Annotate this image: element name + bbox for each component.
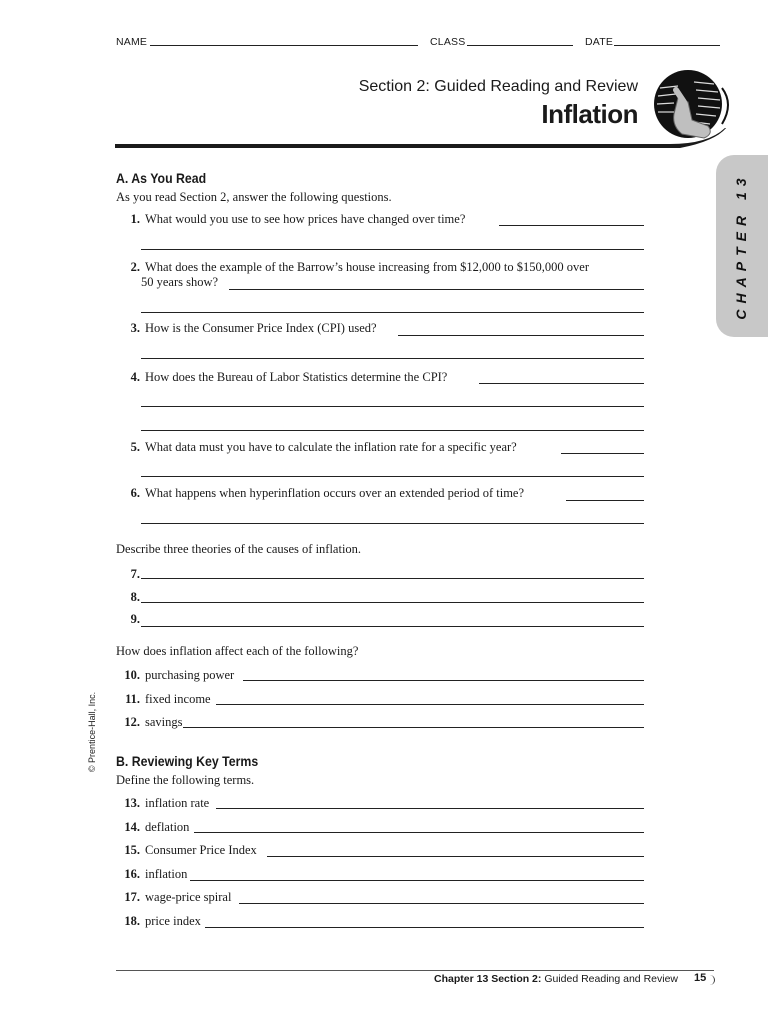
chapter-tab-label: CHAPTER 13 — [733, 172, 749, 320]
section-b-instruction: Define the following terms. — [116, 773, 255, 787]
answer-line[interactable] — [141, 626, 644, 627]
answer-line[interactable] — [267, 856, 644, 857]
question-7: 7. — [130, 567, 140, 581]
theories-prompt: Describe three theories of the causes of inflation. — [116, 542, 362, 556]
answer-line[interactable] — [499, 225, 644, 226]
section-title: Section 2: Guided Reading and Review — [358, 78, 638, 95]
answer-line[interactable] — [239, 903, 644, 904]
term-15: 15. Consumer Price Index — [124, 843, 257, 857]
footer-desc: Guided Reading and Review — [541, 973, 678, 985]
answer-line[interactable] — [141, 430, 644, 431]
section-a-heading: A. As You Read — [116, 170, 207, 186]
name-field[interactable] — [150, 45, 418, 46]
question-12: 12. savings — [124, 715, 183, 729]
question-1: 1. What would you use to see how prices have changed over time? — [130, 212, 466, 226]
answer-line[interactable] — [141, 249, 644, 250]
affect-prompt: How does inflation affect each of the following? — [116, 644, 359, 658]
question-4: 4. How does the Bureau of Labor Statistics determine the CPI? — [130, 370, 448, 384]
answer-line[interactable] — [479, 383, 644, 384]
date-label: DATE — [585, 36, 614, 48]
question-6: 6. What happens when hyperinflation occurs over an extended period of time? — [130, 486, 525, 500]
answer-line[interactable] — [229, 289, 644, 290]
question-2: 2. What does the example of the Barrow’s house increasing from $12,000 to $150,000 over — [130, 260, 589, 274]
question-9: 9. — [130, 612, 140, 626]
footer-rule — [116, 970, 714, 971]
title-rule — [110, 128, 740, 152]
answer-line[interactable] — [216, 704, 644, 705]
term-18: 18. price index — [124, 914, 201, 928]
page-title: Inflation — [541, 99, 638, 129]
answer-line[interactable] — [190, 880, 644, 881]
answer-line[interactable] — [194, 832, 644, 833]
question-10: 10. purchasing power — [124, 668, 235, 682]
question-11: 11. fixed income — [125, 692, 211, 706]
answer-line[interactable] — [141, 476, 644, 477]
term-13: 13. inflation rate — [124, 796, 210, 810]
question-5: 5. What data must you have to calculate the inflation rate for a specific year? — [130, 440, 517, 454]
date-field[interactable] — [614, 45, 720, 46]
answer-line[interactable] — [141, 406, 644, 407]
answer-line[interactable] — [205, 927, 644, 928]
name-label: NAME — [116, 36, 148, 48]
answer-line[interactable] — [561, 453, 644, 454]
term-16: 16. inflation — [124, 867, 188, 881]
answer-line[interactable] — [566, 500, 644, 501]
copyright: © Prentice-Hall, Inc. — [87, 691, 97, 773]
answer-line[interactable] — [216, 808, 644, 809]
answer-line[interactable] — [141, 602, 644, 603]
page-number: 15 — [694, 972, 707, 984]
class-label: CLASS — [430, 36, 466, 48]
term-17: 17. wage-price spiral — [124, 890, 232, 904]
answer-line[interactable] — [398, 335, 644, 336]
footer-chapter: Chapter 13 Section 2: — [434, 973, 542, 985]
question-2-cont: 50 years show? — [141, 275, 219, 289]
answer-line[interactable] — [243, 680, 644, 681]
answer-line[interactable] — [141, 312, 644, 313]
question-3: 3. How is the Consumer Price Index (CPI) used? — [130, 321, 377, 335]
footer — [434, 973, 678, 985]
answer-line[interactable] — [141, 358, 644, 359]
answer-line[interactable] — [141, 523, 644, 524]
page-bracket — [710, 975, 715, 985]
section-b-heading: B. Reviewing Key Terms — [116, 753, 259, 769]
term-14: 14. deflation — [124, 820, 190, 834]
question-8: 8. — [130, 590, 140, 604]
answer-line[interactable] — [183, 727, 644, 728]
newspaper-hand-icon — [648, 68, 732, 140]
section-a-instruction: As you read Section 2, answer the following questions. — [116, 190, 392, 204]
answer-line[interactable] — [141, 578, 644, 579]
class-field[interactable] — [467, 45, 573, 46]
